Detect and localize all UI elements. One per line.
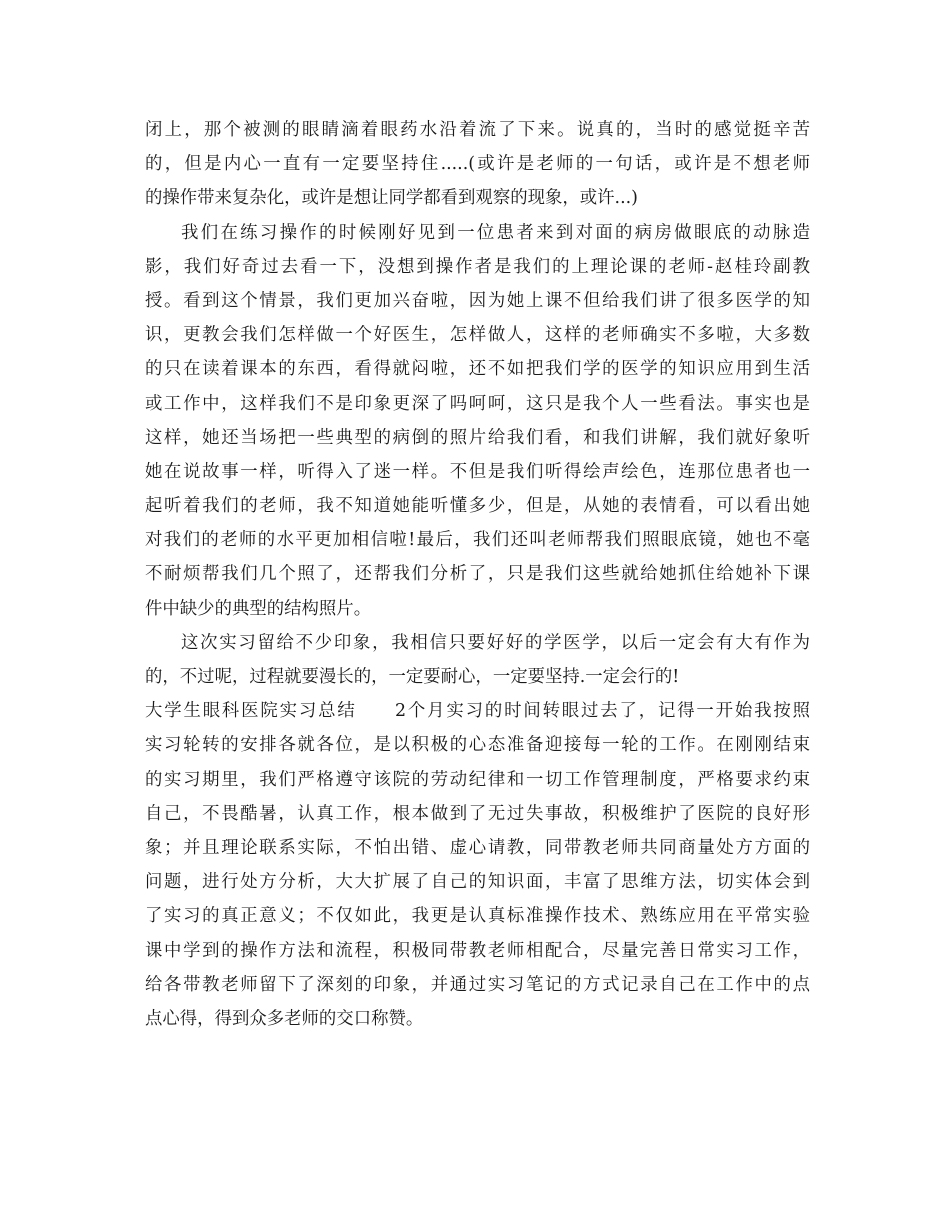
text-line: 课中学到的操作方法和流程，积极同带教老师相配合，尽量完善日常实习工作，	[145, 940, 810, 961]
paragraph-internship-summary	[145, 694, 810, 1036]
text-line: 给各带教老师留下了深刻的印象，并通过实习笔记的方式记录自己在工作中的点	[145, 974, 810, 995]
text-line: 或工作中，这样我们不是印象更深了吗呵呵，这只是我个人一些看法。事实也是	[145, 393, 810, 414]
text-line: 识，更教会我们怎样做一个好医生，怎样做人，这样的老师确实不多啦，大多数	[145, 325, 810, 346]
text-line: 的，但是内心一直有一定要坚持住.....(或许是老师的一句话，或许是不想老师	[145, 154, 810, 175]
text-line: 了实习的真正意义；不仅如此，我更是认真标准操作技术、熟练应用在平常实验	[145, 906, 810, 927]
text-line: 自己，不畏酷暑，认真工作，根本做到了无过失事故，积极维护了医院的良好形	[145, 803, 810, 824]
text-line: 点心得，得到众多老师的交口称赞。	[145, 1008, 424, 1029]
text-line: 我们在练习操作的时候刚好见到一位患者来到对面的病房做眼底的动脉造	[181, 222, 810, 243]
text-line: 的操作带来复杂化，或许是想让同学都看到观察的现象，或许...)	[145, 188, 638, 209]
text-line: 实习轮转的安排各就各位，是以积极的心态准备迎接每一轮的工作。在刚刚结束	[145, 735, 810, 756]
text-line: 她在说故事一样，听得入了迷一样。不但是我们听得绘声绘色，连那位患者也一	[145, 461, 810, 482]
text-line: 问题，进行处方分析，大大扩展了自己的知识面，丰富了思维方法，切实体会到	[145, 872, 810, 893]
text-line: 件中缺少的典型的结构照片。	[145, 598, 372, 619]
text-line: 的，不过呢，过程就要漫长的，一定要耐心，一定要坚持.一定会行的!	[145, 667, 680, 687]
text-line: 不耐烦帮我们几个照了，还帮我们分析了，只是我们这些就给她抓住给她补下课	[145, 564, 810, 585]
text-line: 的实习期里，我们严格遵守该院的劳动纪律和一切工作管理制度，严格要求约束	[145, 769, 810, 790]
text-line: 的只在读着课本的东西，看得就闷啦，还不如把我们学的医学的知识应用到生活	[145, 359, 810, 380]
document-body	[145, 113, 810, 1036]
paragraph-teacher-visit	[145, 216, 810, 626]
text-line: 授。看到这个情景，我们更加兴奋啦，因为她上课不但给我们讲了很多医学的知	[145, 290, 810, 311]
paragraph-continuation	[145, 113, 810, 216]
text-line: 大学生眼科医院实习总结 2个月实习的时间转眼过去了，记得一开始我按照	[145, 701, 810, 722]
text-line: 闭上，那个被测的眼睛滴着眼药水沿着流了下来。说真的，当时的感觉挺辛苦	[145, 120, 810, 140]
text-line: 这样，她还当场把一些典型的病倒的照片给我们看，和我们讲解，我们就好象听	[145, 427, 810, 448]
paragraph-conclusion	[145, 626, 810, 694]
text-line: 象；并且理论联系实际，不怕出错、虚心请教，同带教老师共同商量处方方面的	[145, 837, 810, 858]
text-line: 对我们的老师的水平更加相信啦!最后，我们还叫老师帮我们照眼底镜，她也不毫	[145, 530, 810, 551]
text-line: 这次实习留给不少印象，我相信只要好好的学医学，以后一定会有大有作为	[181, 632, 810, 653]
text-line: 影，我们好奇过去看一下，没想到操作者是我们的上理论课的老师-赵桂玲副教	[145, 256, 810, 277]
text-line: 起听着我们的老师，我不知道她能听懂多少，但是，从她的表情看，可以看出她	[145, 496, 810, 517]
